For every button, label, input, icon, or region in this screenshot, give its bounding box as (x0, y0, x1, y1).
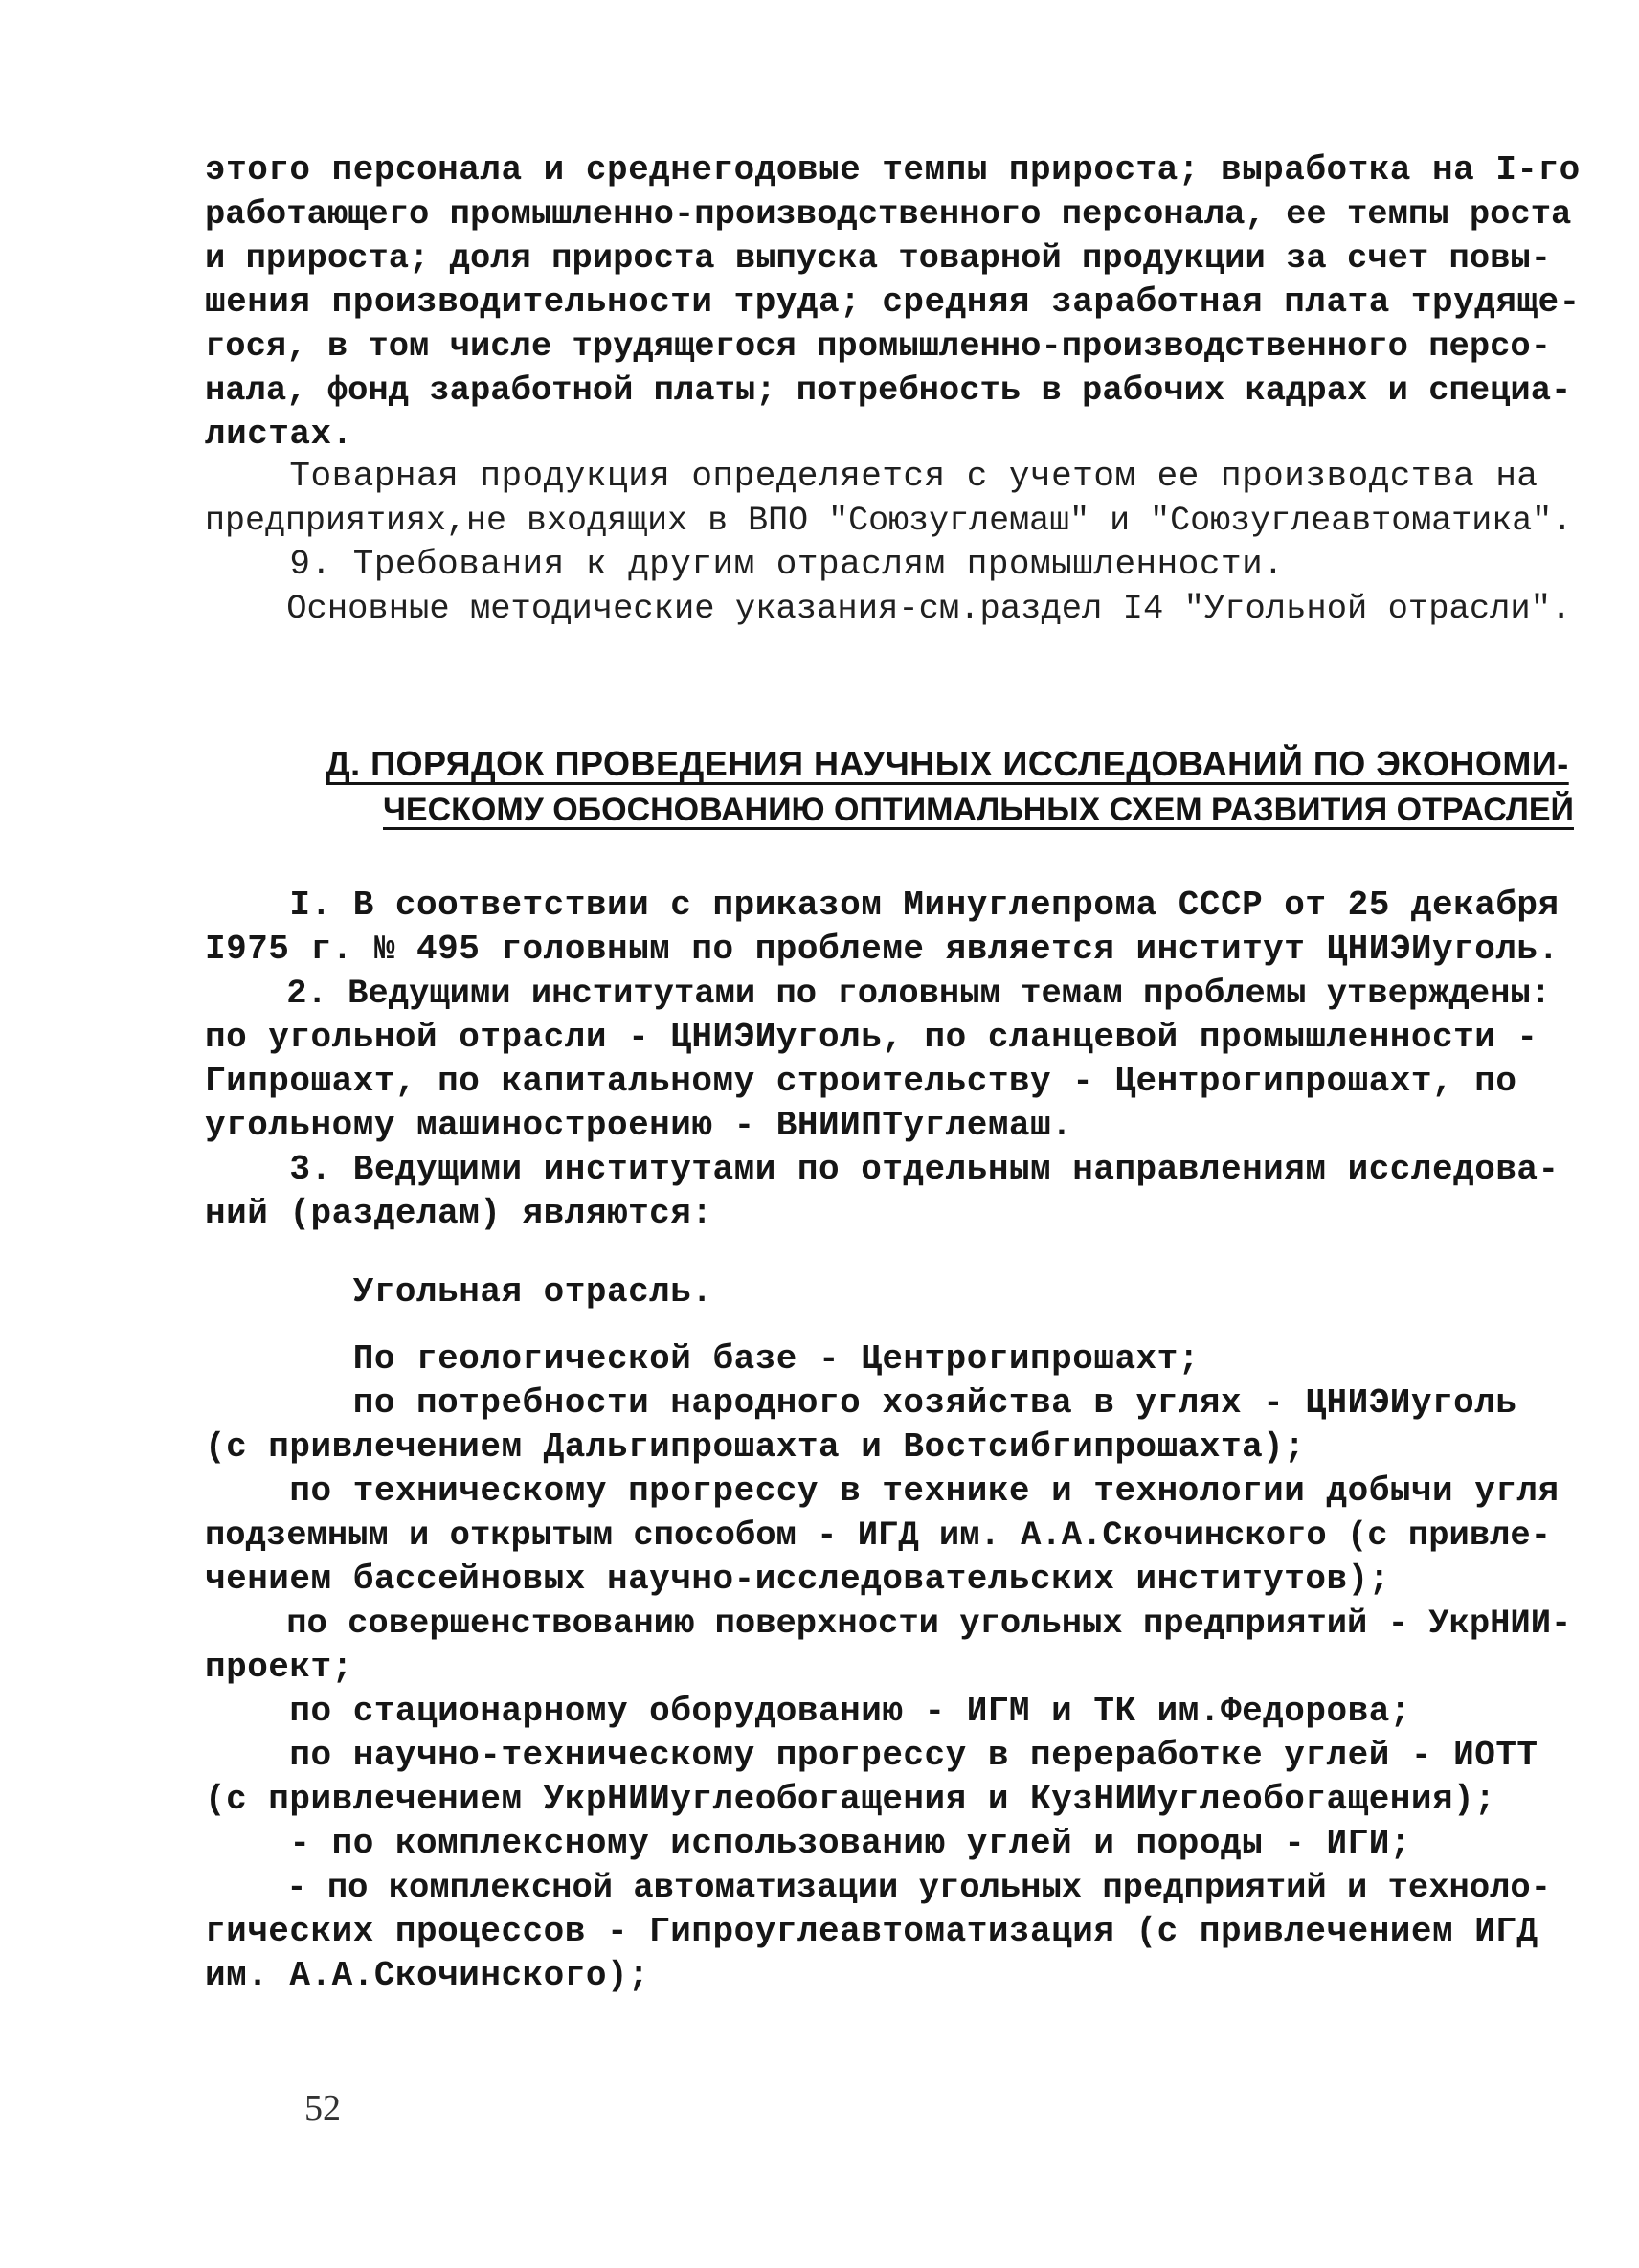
intro-line-11: Основные методические указания-см.раздел I4 "Угольной отрасли". (205, 589, 1572, 628)
section-line-8: ний (разделам) являются: (205, 1194, 713, 1233)
section-line-16: подземным и открытым способом - ИГД им. А.А.Скочинского (с привле- (205, 1516, 1552, 1555)
section-line-2: I975 г. № 495 головным по проблеме является институт ЦНИЭИуголь. (205, 930, 1560, 969)
section-line-3: 2. Ведущими институтами по головным темам проблемы утверждены: (205, 974, 1552, 1013)
section-line-15: по техническому прогрессу в технике и технологии добычи угля (205, 1471, 1560, 1511)
intro-line-2: работающего промышленно-производственного персонала, ее темпы роста (205, 194, 1572, 234)
section-line-26: им. А.А.Скочинского); (205, 1956, 650, 1995)
section-line-24: - по комплексной автоматизации угольных предприятий и техноло- (205, 1868, 1552, 1907)
intro-line-7: листах. (205, 415, 353, 454)
intro-line-9: предприятиях,не входящих в ВПО "Союзуглемаш" и "Союзуглеавтоматика". (205, 502, 1573, 540)
section-line-14: (с привлечением Дальгипрошахта и Востсибгипрошахта); (205, 1427, 1306, 1467)
section-line-21: по научно-техническому прогрессу в переработке углей - ИОТТ (205, 1736, 1538, 1775)
intro-line-1: этого персонала и среднегодовые темпы прироста; выработка на I-го (205, 150, 1581, 190)
intro-line-3: и прироста; доля прироста выпуска товарной продукции за счет повы- (205, 238, 1552, 278)
section-heading-line-1: Д. ПОРЯДОК ПРОВЕДЕНИЯ НАУЧНЫХ ИССЛЕДОВАНИЙ ПО ЭКОНОМИ- (326, 744, 1569, 783)
section-line-22: (с привлечением УкрНИИуглеобогащения и КузНИИуглеобогащения); (205, 1780, 1496, 1819)
section-line-25: гических процессов - Гипроуглеавтоматизация (с привлечением ИГД (205, 1912, 1538, 1951)
intro-line-5: гося, в том числе трудящегося промышленно-производственного персо- (205, 326, 1552, 366)
section-line-23: - по комплексному использованию углей и породы - ИГИ; (205, 1824, 1411, 1863)
section-line-17: чением бассейновых научно-исследовательских институтов); (205, 1560, 1390, 1599)
page-number: 52 (304, 2088, 341, 2128)
section-line-13: по потребности народного хозяйства в углях - ЦНИЭИуголь (205, 1383, 1517, 1423)
section-line-5: Гипрошахт, по капитальному строительству - Центрогипрошахт, по (205, 1062, 1517, 1101)
section-line-6: угольному машиностроению - ВНИИПТуглемаш. (205, 1106, 1073, 1145)
section-line-7: 3. Ведущими институтами по отдельным направлениям исследова- (205, 1150, 1560, 1189)
section-heading-line-2: ЧЕСКОМУ ОБОСНОВАНИЮ ОПТИМАЛЬНЫХ СХЕМ РАЗВИТИЯ ОТРАСЛЕЙ (383, 792, 1574, 828)
coal-industry-subheading: Угольная отрасль. (205, 1272, 713, 1312)
section-line-19: проект; (205, 1648, 353, 1687)
section-line-1: I. В соответствии с приказом Минуглепрома СССР от 25 декабря (205, 886, 1560, 925)
section-line-4: по угольной отрасли - ЦНИЭИуголь, по сланцевой промышленности - (205, 1018, 1538, 1057)
intro-line-6: нала, фонд заработной платы; потребность в рабочих кадрах и специа- (205, 371, 1572, 410)
intro-line-10: 9. Требования к другим отраслям промышленности. (205, 545, 1285, 584)
section-line-12: По геологической базе - Центрогипрошахт; (205, 1339, 1200, 1379)
section-line-18: по совершенствованию поверхности угольных предприятий - УкрНИИ- (205, 1604, 1572, 1643)
intro-line-4: шения производительности труда; средняя заработная плата трудяще- (205, 282, 1581, 322)
intro-line-8: Товарная продукция определяется с учетом ее производства на (205, 457, 1538, 496)
section-line-20: по стационарному оборудованию - ИГМ и ТК им.Федорова; (205, 1692, 1411, 1731)
